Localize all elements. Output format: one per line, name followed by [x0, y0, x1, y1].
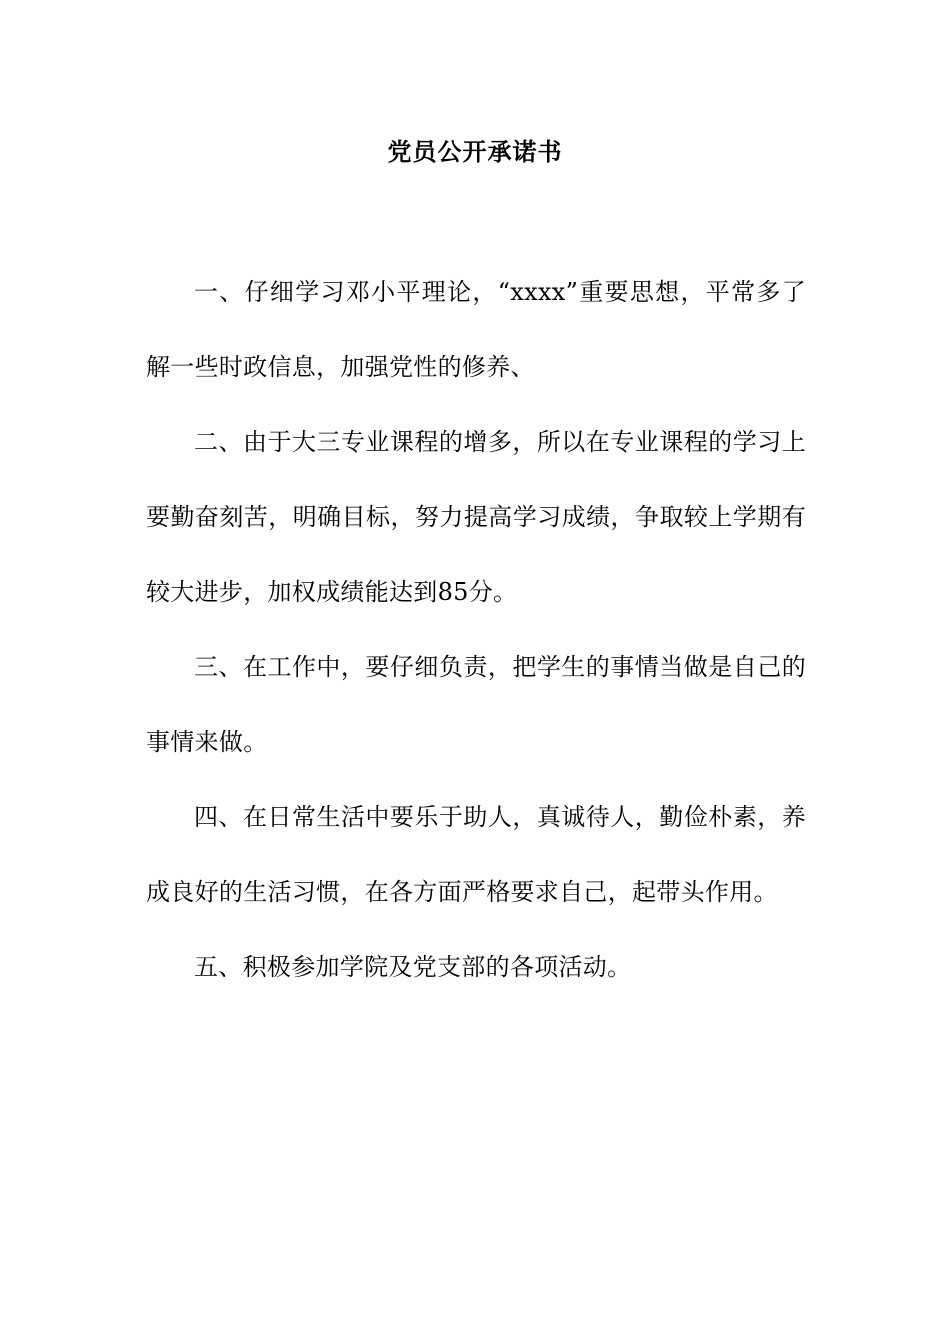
paragraph-3: 三、在工作中，要仔细负责，把学生的事情当做是自己的事情来做。	[146, 653, 806, 756]
paragraph-1: 一、仔细学习邓小平理论，“xxxx”重要思想，平常多了解一些时政信息，加强党性的修养、	[146, 278, 806, 381]
document-title: 党员公开承诺书	[387, 137, 563, 166]
paragraph-4: 四、在日常生活中要乐于助人，真诚待人，勤俭朴素，养成良好的生活习惯，在各方面严格要求自己，起带头作用。	[146, 803, 806, 906]
paragraph-5: 五、积极参加学院及党支部的各项活动。	[194, 953, 632, 981]
paragraph-2: 二、由于大三专业课程的增多，所以在专业课程的学习上要勤奋刻苦，明确目标，努力提高学习成绩，争取较上学期有较大进步，加权成绩能达到85分。	[146, 428, 806, 606]
document-body	[146, 255, 806, 1005]
